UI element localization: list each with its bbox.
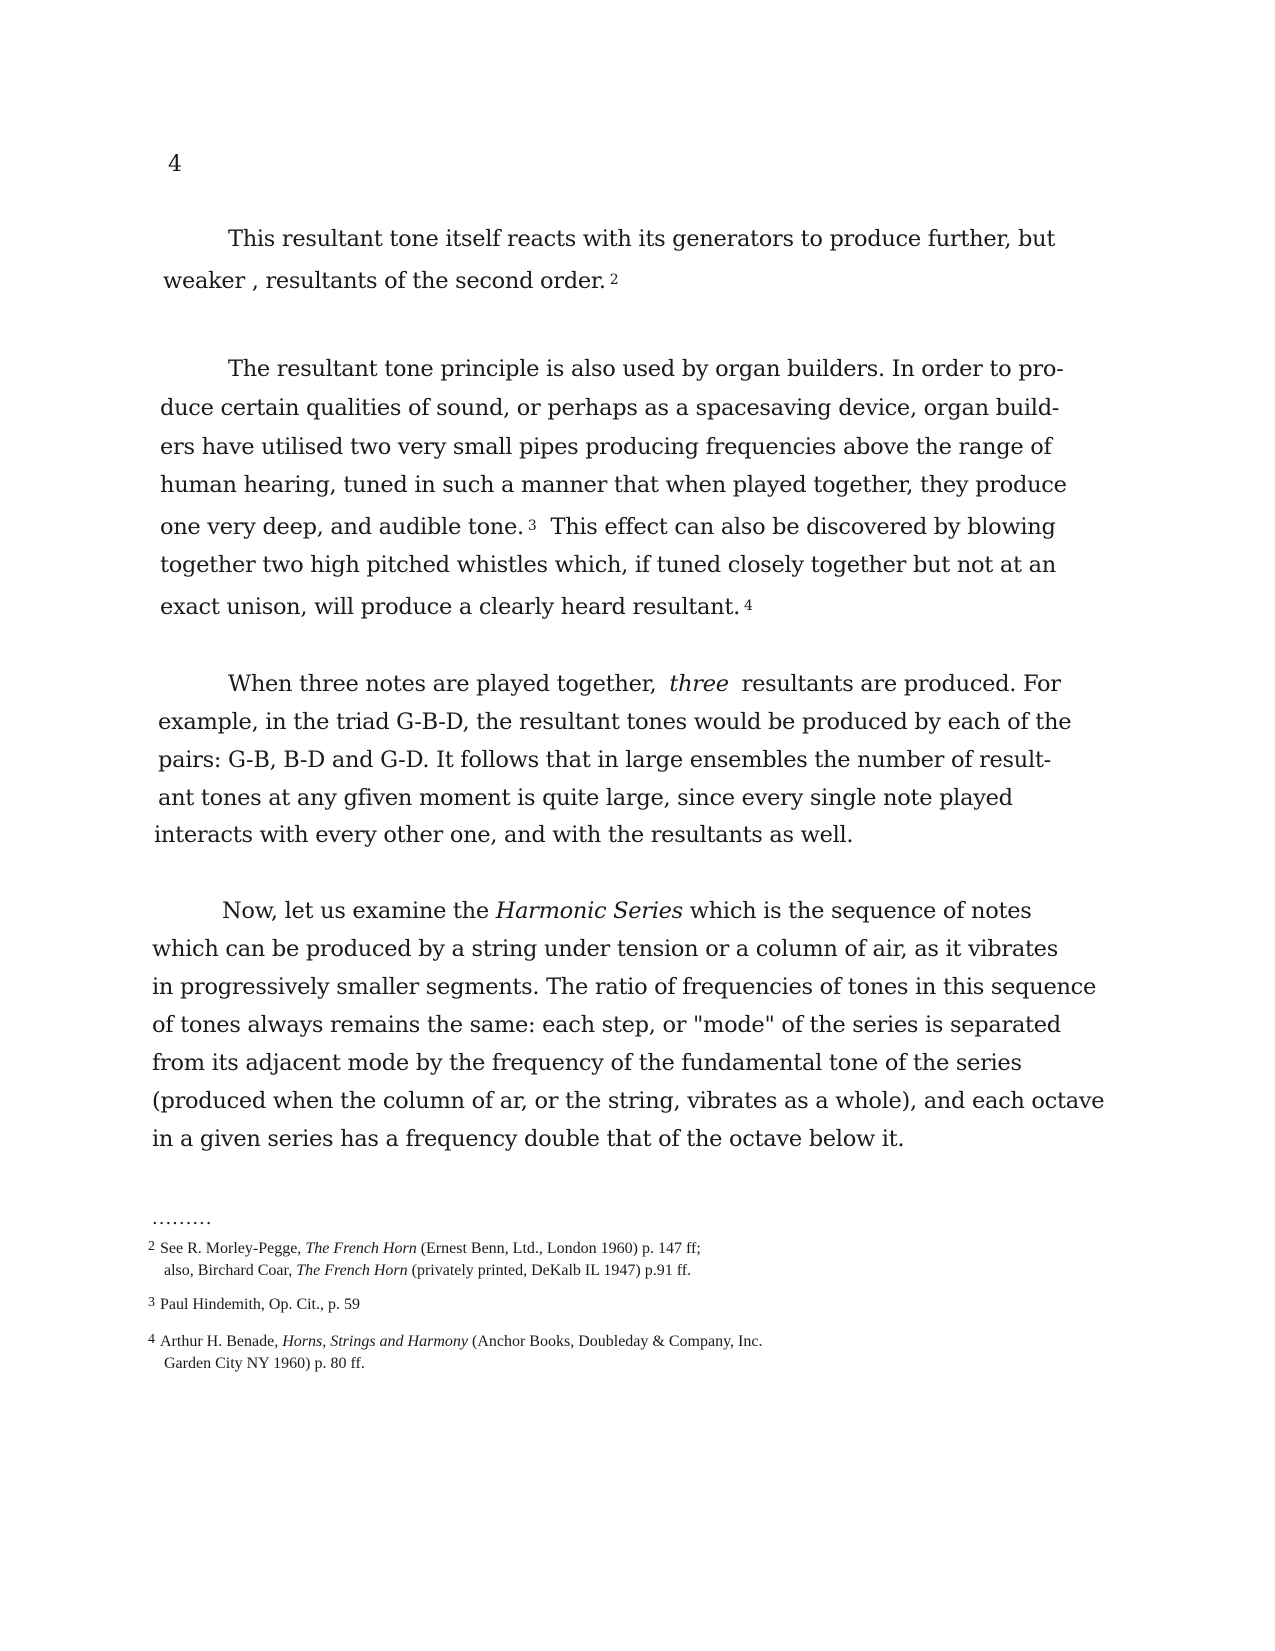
text-line: interacts with every other one, and with the resultants as well. [154,822,854,848]
footnote-4-continued [164,1355,365,1373]
book-title: Horns, Strings and Harmony [282,1333,468,1350]
footnote-number: 2 [148,1239,155,1254]
text-line [222,898,1031,924]
page-number: 4 [168,152,182,177]
footnote-3 [148,1296,360,1314]
footnote-2-continued [164,1262,691,1280]
book-title: The French Horn [305,1240,417,1257]
line-text: resultants are produced. For [741,671,1061,697]
line-text: Now, let us examine the [222,898,489,924]
footnote-separator: ......... [152,1208,213,1229]
text-line: of tones always remains the same: each step, or "mode" of the series is separated [152,1012,1061,1038]
footnote-number: 4 [148,1332,155,1347]
emphasis-text: Harmonic Series [495,898,683,924]
text-line: together two high pitched whistles which, if tuned closely together but not at an [160,552,1056,578]
text-line [160,514,1056,540]
text-line: in a given series has a frequency double that of the octave below it. [152,1126,905,1152]
line-text: one very deep, and audible tone. [160,514,524,540]
footnote-2 [148,1240,701,1258]
text-line: pairs: G-B, B-D and G-D. It follows that in large ensembles the number of result- [158,747,1051,773]
text-line: This resultant tone itself reacts with its generators to produce further, but [228,226,1056,252]
emphasis-text: three [669,671,729,697]
text-line [160,594,753,620]
line-text: exact unison, will produce a clearly heard resultant. [160,594,740,620]
text-line: ers have utilised two very small pipes producing frequencies above the range of [160,434,1052,460]
text-line: (produced when the column of ar, or the string, vibrates as a whole), and each octave [152,1088,1105,1114]
line-text: which is the sequence of notes [689,898,1032,924]
footnote-ref-2: 2 [609,272,619,288]
text-line: from its adjacent mode by the frequency of the fundamental tone of the series [152,1050,1022,1076]
footnote-text: Paul Hindemith, Op. Cit., p. 59 [160,1296,360,1313]
footnote-text: See R. Morley-Pegge, [160,1240,302,1257]
line-text: weaker , resultants of the second order. [163,268,606,294]
text-line: The resultant tone principle is also used by organ builders. In order to pro- [228,356,1064,382]
text-line [163,268,618,294]
footnote-text: Garden City NY 1960) p. 80 ff. [164,1355,365,1372]
text-line: example, in the triad G-B-D, the resultant tones would be produced by each of the [158,709,1072,735]
book-title: The French Horn [296,1262,408,1279]
line-text: This effect can also be discovered by blowing [550,514,1056,540]
line-text: When three notes are played together, [228,671,657,697]
text-line: human hearing, tuned in such a manner that when played together, they produce [160,472,1067,498]
footnote-text: Arthur H. Benade, [160,1333,279,1350]
footnote-text: (Anchor Books, Doubleday & Company, Inc. [467,1333,763,1350]
footnote-number: 3 [148,1295,155,1310]
text-line [228,671,1061,697]
footnote-ref-3: 3 [527,518,537,534]
footnote-4 [148,1333,762,1351]
text-line: duce certain qualities of sound, or perhaps as a spacesaving device, organ build- [160,395,1060,421]
text-line: ant tones at any gfiven moment is quite large, since every single note played [158,785,1013,811]
text-line: in progressively smaller segments. The ratio of frequencies of tones in this sequence [152,974,1096,1000]
footnote-ref-4: 4 [743,598,753,614]
text-line: which can be produced by a string under tension or a column of air, as it vibrates [152,936,1058,962]
footnote-text: (privately printed, DeKalb IL 1947) p.91 ff. [411,1262,692,1279]
footnote-text: (Ernest Benn, Ltd., London 1960) p. 147 ff; [420,1240,701,1257]
footnote-text: also, Birchard Coar, [164,1262,293,1279]
